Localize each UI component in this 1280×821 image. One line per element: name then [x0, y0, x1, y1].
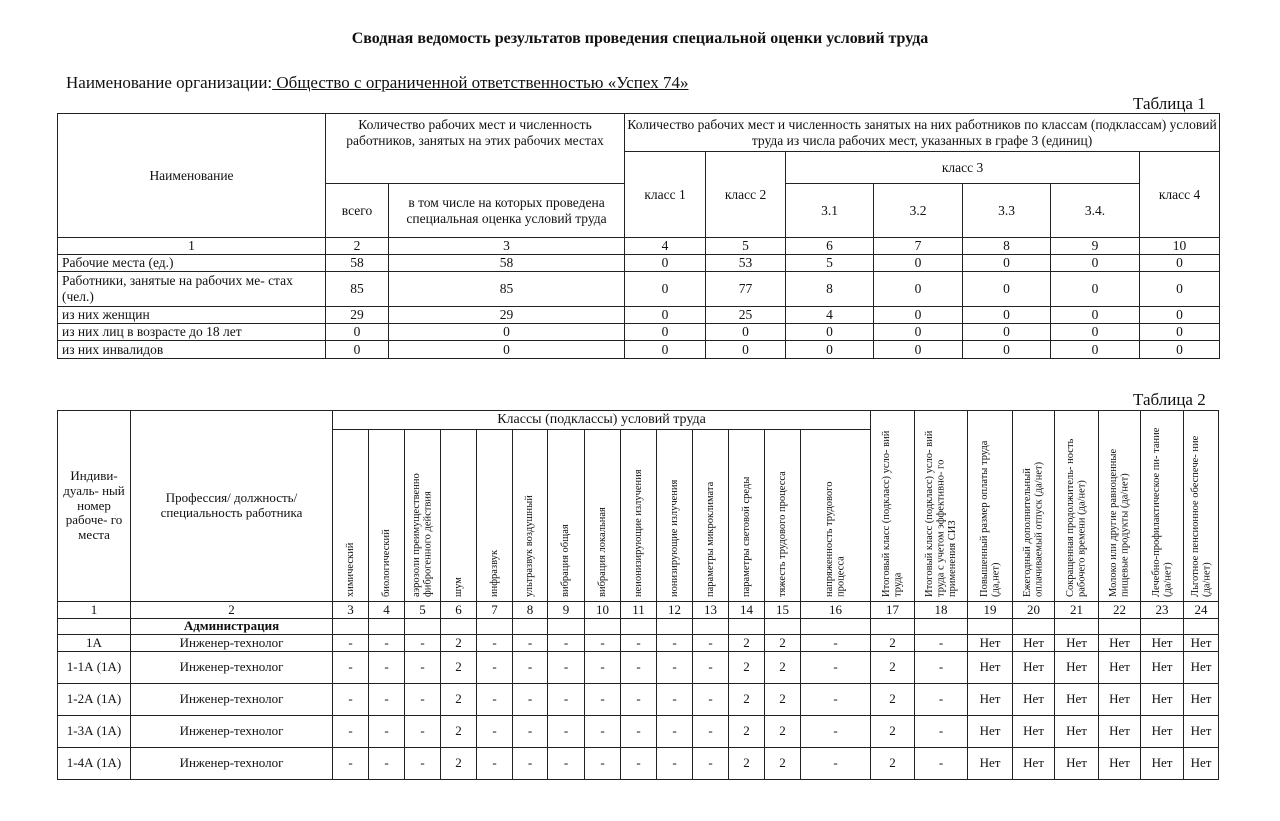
- col-number: 14: [729, 602, 765, 619]
- cell: Нет: [1141, 684, 1184, 716]
- cell: [548, 619, 585, 635]
- col-number: 18: [915, 602, 968, 619]
- workplace-id: 1А: [58, 635, 131, 652]
- cell: 2: [871, 716, 915, 748]
- profession: Инженер-технолог: [131, 635, 333, 652]
- cell: -: [405, 684, 441, 716]
- col-number: 2: [131, 602, 333, 619]
- cell: 2: [765, 684, 801, 716]
- cell: [1013, 619, 1055, 635]
- cell: Нет: [1141, 748, 1184, 780]
- header-factor-vibration-local: вибрация локальная: [585, 430, 621, 602]
- cell: -: [693, 684, 729, 716]
- cell: 2: [441, 748, 477, 780]
- cell: Нет: [1184, 684, 1219, 716]
- document-title: Сводная ведомость результатов проведения специальной оценки условий труда: [351, 30, 929, 47]
- cell: -: [657, 748, 693, 780]
- cell: [441, 619, 477, 635]
- workplace-id: 1-1А (1А): [58, 652, 131, 684]
- organization-name: Общество с ограниченной ответственностью «Успех 74»: [272, 73, 689, 92]
- cell: Нет: [1141, 652, 1184, 684]
- cell: Нет: [968, 652, 1013, 684]
- cell: 0: [963, 255, 1051, 272]
- cell: 8: [786, 272, 874, 307]
- cell: Нет: [1099, 635, 1141, 652]
- cell: -: [915, 652, 968, 684]
- cell: -: [333, 716, 369, 748]
- cell: Нет: [1099, 652, 1141, 684]
- col-number: 8: [513, 602, 548, 619]
- header-class2: класс 2: [706, 152, 786, 238]
- cell: [58, 619, 131, 635]
- cell: -: [333, 748, 369, 780]
- cell: -: [621, 716, 657, 748]
- cell: Нет: [1184, 716, 1219, 748]
- cell: 2: [729, 748, 765, 780]
- cell: -: [657, 635, 693, 652]
- row-label: Работники, занятые на рабочих ме- стах (чел.): [58, 272, 326, 307]
- table-row: [58, 652, 1219, 684]
- cell: 0: [786, 324, 874, 341]
- cell: 4: [786, 307, 874, 324]
- cell: 0: [625, 324, 706, 341]
- header-guarantee-nutrition: Лечебно-профилактическое пи- тание (да/нет): [1141, 411, 1184, 602]
- cell: -: [657, 652, 693, 684]
- header-guarantee-hours: Сокращенная продолжитель- ность рабочего времени (да/нет): [1055, 411, 1099, 602]
- cell: -: [657, 716, 693, 748]
- cell: 0: [1051, 307, 1140, 324]
- header-factor-noise: шум: [441, 430, 477, 602]
- col-number: 3: [389, 238, 625, 255]
- cell: -: [477, 684, 513, 716]
- cell: 0: [963, 272, 1051, 307]
- cell: [801, 619, 871, 635]
- header-assessed: в том числе на которых проведена специальная оценка условий труда: [389, 184, 625, 238]
- cell: -: [369, 748, 405, 780]
- workplace-id: 1-2А (1А): [58, 684, 131, 716]
- cell: 0: [874, 341, 963, 359]
- col-number: 23: [1141, 602, 1184, 619]
- row-label: из них лиц в возрасте до 18 лет: [58, 324, 326, 341]
- cell: [915, 619, 968, 635]
- cell: Нет: [1013, 635, 1055, 652]
- col-number: 13: [693, 602, 729, 619]
- cell: 0: [625, 307, 706, 324]
- cell: 2: [729, 652, 765, 684]
- cell: 0: [1140, 341, 1220, 359]
- table2-caption: Таблица 2: [1133, 390, 1206, 409]
- header-final-class-siz: Итоговый класс (подкласс) усло- вий труда с учетом эффективно- го применения СИЗ: [915, 411, 968, 602]
- cell: 0: [874, 324, 963, 341]
- cell: 0: [1051, 341, 1140, 359]
- header-guarantee-pay: Повышенный размер оплаты труда (да,нет): [968, 411, 1013, 602]
- col-number: 4: [369, 602, 405, 619]
- col-number: 7: [874, 238, 963, 255]
- section-title: Администрация: [131, 619, 333, 635]
- cell: [871, 619, 915, 635]
- cell: 2: [441, 652, 477, 684]
- header-factor-biological: биологический: [369, 430, 405, 602]
- cell: -: [693, 716, 729, 748]
- cell: 53: [706, 255, 786, 272]
- col-number: 7: [477, 602, 513, 619]
- cell: 2: [765, 748, 801, 780]
- cell: 0: [874, 255, 963, 272]
- cell: [369, 619, 405, 635]
- cell: 0: [963, 324, 1051, 341]
- cell: 2: [871, 652, 915, 684]
- cell: 2: [871, 748, 915, 780]
- cell: 5: [786, 255, 874, 272]
- cell: 2: [729, 635, 765, 652]
- header-profession: Профессия/ должность/ специальность работника: [131, 411, 333, 602]
- cell: -: [369, 652, 405, 684]
- cell: [693, 619, 729, 635]
- cell: 0: [706, 324, 786, 341]
- cell: Нет: [1055, 748, 1099, 780]
- cell: [1184, 619, 1219, 635]
- header-guarantee-pension: Льготное пенсионное обеспече- ние (да/нет): [1184, 411, 1219, 602]
- table-row: [58, 341, 1220, 359]
- cell: -: [477, 748, 513, 780]
- cell: 0: [625, 255, 706, 272]
- col-number: 20: [1013, 602, 1055, 619]
- cell: 77: [706, 272, 786, 307]
- header-factor-nonionizing: неионизирующие излучения: [621, 430, 657, 602]
- cell: -: [915, 716, 968, 748]
- cell: Нет: [1099, 684, 1141, 716]
- cell: [657, 619, 693, 635]
- cell: -: [548, 748, 585, 780]
- cell: Нет: [1055, 635, 1099, 652]
- cell: -: [513, 652, 548, 684]
- header-class-3-1: 3.1: [786, 184, 874, 238]
- cell: Нет: [968, 716, 1013, 748]
- col-number: 10: [1140, 238, 1220, 255]
- cell: 0: [326, 324, 389, 341]
- cell: 2: [871, 684, 915, 716]
- cell: Нет: [968, 748, 1013, 780]
- cell: 2: [441, 635, 477, 652]
- header-class-3-3: 3.3: [963, 184, 1051, 238]
- col-number: 11: [621, 602, 657, 619]
- cell: [968, 619, 1013, 635]
- cell: Нет: [1013, 684, 1055, 716]
- cell: 0: [1051, 255, 1140, 272]
- cell: Нет: [1184, 652, 1219, 684]
- col-number: 1: [58, 238, 326, 255]
- workplace-table: [57, 410, 1219, 780]
- cell: 0: [1051, 272, 1140, 307]
- header-guarantee-milk: Молоко или другие равноценные пищевые продукты (да/нет): [1099, 411, 1141, 602]
- header-factor-intensity: напряженность трудового процесса: [801, 430, 871, 602]
- cell: -: [915, 684, 968, 716]
- col-number: 5: [706, 238, 786, 255]
- summary-table: [57, 113, 1220, 359]
- cell: Нет: [1013, 748, 1055, 780]
- cell: 2: [765, 652, 801, 684]
- header-name: Наименование: [58, 114, 326, 238]
- cell: Нет: [1184, 748, 1219, 780]
- cell: [405, 619, 441, 635]
- cell: [477, 619, 513, 635]
- row-label: из них женщин: [58, 307, 326, 324]
- cell: 0: [874, 307, 963, 324]
- cell: -: [693, 748, 729, 780]
- cell: Нет: [1013, 652, 1055, 684]
- cell: 2: [729, 716, 765, 748]
- cell: -: [369, 684, 405, 716]
- header-factor-ionizing: ионизирующие излучения: [657, 430, 693, 602]
- header-factor-infrasound: инфразвук: [477, 430, 513, 602]
- cell: [1141, 619, 1184, 635]
- cell: 0: [963, 307, 1051, 324]
- cell: 0: [706, 341, 786, 359]
- col-number: 6: [441, 602, 477, 619]
- col-number: 8: [963, 238, 1051, 255]
- cell: 0: [963, 341, 1051, 359]
- cell: Нет: [1099, 748, 1141, 780]
- cell: -: [801, 748, 871, 780]
- cell: [729, 619, 765, 635]
- col-number: 1: [58, 602, 131, 619]
- col-number: 3: [333, 602, 369, 619]
- col-number: 2: [326, 238, 389, 255]
- cell: -: [657, 684, 693, 716]
- col-number: 10: [585, 602, 621, 619]
- organization-label: Наименование организации:: [66, 73, 273, 92]
- cell: -: [477, 716, 513, 748]
- col-number: 5: [405, 602, 441, 619]
- cell: -: [548, 716, 585, 748]
- header-class3: класс 3: [786, 152, 1140, 184]
- table-row: [58, 272, 1220, 307]
- cell: -: [801, 635, 871, 652]
- profession: Инженер-технолог: [131, 684, 333, 716]
- cell: Нет: [1099, 716, 1141, 748]
- cell: Нет: [1184, 635, 1219, 652]
- cell: 0: [786, 341, 874, 359]
- header-factor-vibration-general: вибрация общая: [548, 430, 585, 602]
- section-row: [58, 619, 1219, 635]
- header-classes-group: Классы (подклассы) условий труда: [333, 411, 871, 430]
- header-factor-ultrasound: ультразвук воздушный: [513, 430, 548, 602]
- col-number: 17: [871, 602, 915, 619]
- cell: 0: [1140, 272, 1220, 307]
- cell: -: [693, 652, 729, 684]
- cell: -: [369, 716, 405, 748]
- col-number: 9: [548, 602, 585, 619]
- profession: Инженер-технолог: [131, 716, 333, 748]
- cell: -: [585, 652, 621, 684]
- cell: 0: [1140, 324, 1220, 341]
- cell: Нет: [1141, 716, 1184, 748]
- col-number: 12: [657, 602, 693, 619]
- cell: -: [405, 748, 441, 780]
- cell: Нет: [1013, 716, 1055, 748]
- header-total: всего: [326, 184, 389, 238]
- cell: 0: [389, 324, 625, 341]
- cell: -: [621, 684, 657, 716]
- row-label: из них инвалидов: [58, 341, 326, 359]
- header-final-class: Итоговый класс (подкласс) усло- вий труда: [871, 411, 915, 602]
- cell: [585, 619, 621, 635]
- col-number: 24: [1184, 602, 1219, 619]
- header-factor-severity: тяжесть трудового процесса: [765, 430, 801, 602]
- cell: -: [477, 652, 513, 684]
- column-numbers-row: [58, 602, 1219, 619]
- cell: Нет: [1055, 684, 1099, 716]
- cell: -: [585, 716, 621, 748]
- profession: Инженер-технолог: [131, 652, 333, 684]
- cell: -: [915, 748, 968, 780]
- cell: -: [369, 635, 405, 652]
- table-row: [58, 748, 1219, 780]
- cell: 29: [389, 307, 625, 324]
- table-row: [58, 324, 1220, 341]
- table-row: [58, 307, 1220, 324]
- col-number: 19: [968, 602, 1013, 619]
- header-class-3-2: 3.2: [874, 184, 963, 238]
- cell: [1099, 619, 1141, 635]
- cell: Нет: [1055, 652, 1099, 684]
- cell: 2: [441, 716, 477, 748]
- cell: [333, 619, 369, 635]
- column-numbers-row: [58, 238, 1220, 255]
- row-label: Рабочие места (ед.): [58, 255, 326, 272]
- header-class4: класс 4: [1140, 152, 1220, 238]
- cell: -: [548, 684, 585, 716]
- table-row: [58, 255, 1220, 272]
- cell: 0: [1051, 324, 1140, 341]
- table1-caption: Таблица 1: [1133, 94, 1206, 113]
- header-factor-aerosols: аэрозоли преимущественно фиброгенного действия: [405, 430, 441, 602]
- cell: 0: [874, 272, 963, 307]
- cell: -: [333, 684, 369, 716]
- header-factor-microclimate: параметры микроклимата: [693, 430, 729, 602]
- header-class-3-4: 3.4.: [1051, 184, 1140, 238]
- cell: 0: [1140, 307, 1220, 324]
- cell: -: [621, 652, 657, 684]
- col-number: 9: [1051, 238, 1140, 255]
- header-classes-group: Количество рабочих мест и численность занятых на них работников по классам (подклассам) условий труда из числа рабочих мест, указанных в графе 3 (единиц): [625, 114, 1220, 152]
- cell: 58: [389, 255, 625, 272]
- cell: -: [548, 652, 585, 684]
- cell: -: [621, 748, 657, 780]
- workplace-id: 1-3А (1А): [58, 716, 131, 748]
- cell: Нет: [968, 684, 1013, 716]
- workplace-id: 1-4А (1А): [58, 748, 131, 780]
- cell: -: [548, 635, 585, 652]
- col-number: 22: [1099, 602, 1141, 619]
- table-row: [58, 716, 1219, 748]
- col-number: 4: [625, 238, 706, 255]
- cell: Нет: [968, 635, 1013, 652]
- cell: -: [333, 635, 369, 652]
- organization-line: [66, 73, 688, 93]
- header-workplace-id: Индиви- дуаль- ный номер рабоче- го места: [58, 411, 131, 602]
- cell: [765, 619, 801, 635]
- col-number: 16: [801, 602, 871, 619]
- cell: Нет: [1141, 635, 1184, 652]
- cell: -: [801, 684, 871, 716]
- cell: 0: [1140, 255, 1220, 272]
- cell: 2: [441, 684, 477, 716]
- cell: -: [585, 684, 621, 716]
- header-class1: класс 1: [625, 152, 706, 238]
- cell: -: [513, 748, 548, 780]
- cell: 29: [326, 307, 389, 324]
- cell: 2: [871, 635, 915, 652]
- cell: -: [585, 635, 621, 652]
- cell: -: [405, 635, 441, 652]
- cell: -: [333, 652, 369, 684]
- cell: 0: [625, 272, 706, 307]
- table-row: [58, 635, 1219, 652]
- col-number: 6: [786, 238, 874, 255]
- cell: 2: [765, 635, 801, 652]
- cell: -: [513, 716, 548, 748]
- cell: -: [513, 635, 548, 652]
- header-factor-lighting: параметры световой среды: [729, 430, 765, 602]
- cell: 85: [389, 272, 625, 307]
- cell: 0: [625, 341, 706, 359]
- cell: -: [477, 635, 513, 652]
- cell: -: [801, 716, 871, 748]
- cell: [621, 619, 657, 635]
- cell: 85: [326, 272, 389, 307]
- header-count-group: Количество рабочих мест и численность работников, занятых на этих рабочих местах: [326, 114, 625, 184]
- header-guarantee-leave: Ежегодный дополнительный оплачиваемый отпуск (да/нет): [1013, 411, 1055, 602]
- table-row: [58, 684, 1219, 716]
- cell: -: [621, 635, 657, 652]
- cell: 2: [729, 684, 765, 716]
- cell: 0: [389, 341, 625, 359]
- cell: [513, 619, 548, 635]
- cell: -: [405, 652, 441, 684]
- header-factor-chemical: химический: [333, 430, 369, 602]
- cell: 25: [706, 307, 786, 324]
- cell: 0: [326, 341, 389, 359]
- cell: -: [585, 748, 621, 780]
- cell: 2: [765, 716, 801, 748]
- cell: 58: [326, 255, 389, 272]
- col-number: 15: [765, 602, 801, 619]
- cell: -: [801, 652, 871, 684]
- cell: -: [693, 635, 729, 652]
- col-number: 21: [1055, 602, 1099, 619]
- cell: -: [405, 716, 441, 748]
- cell: -: [915, 635, 968, 652]
- cell: [1055, 619, 1099, 635]
- profession: Инженер-технолог: [131, 748, 333, 780]
- cell: -: [513, 684, 548, 716]
- cell: Нет: [1055, 716, 1099, 748]
